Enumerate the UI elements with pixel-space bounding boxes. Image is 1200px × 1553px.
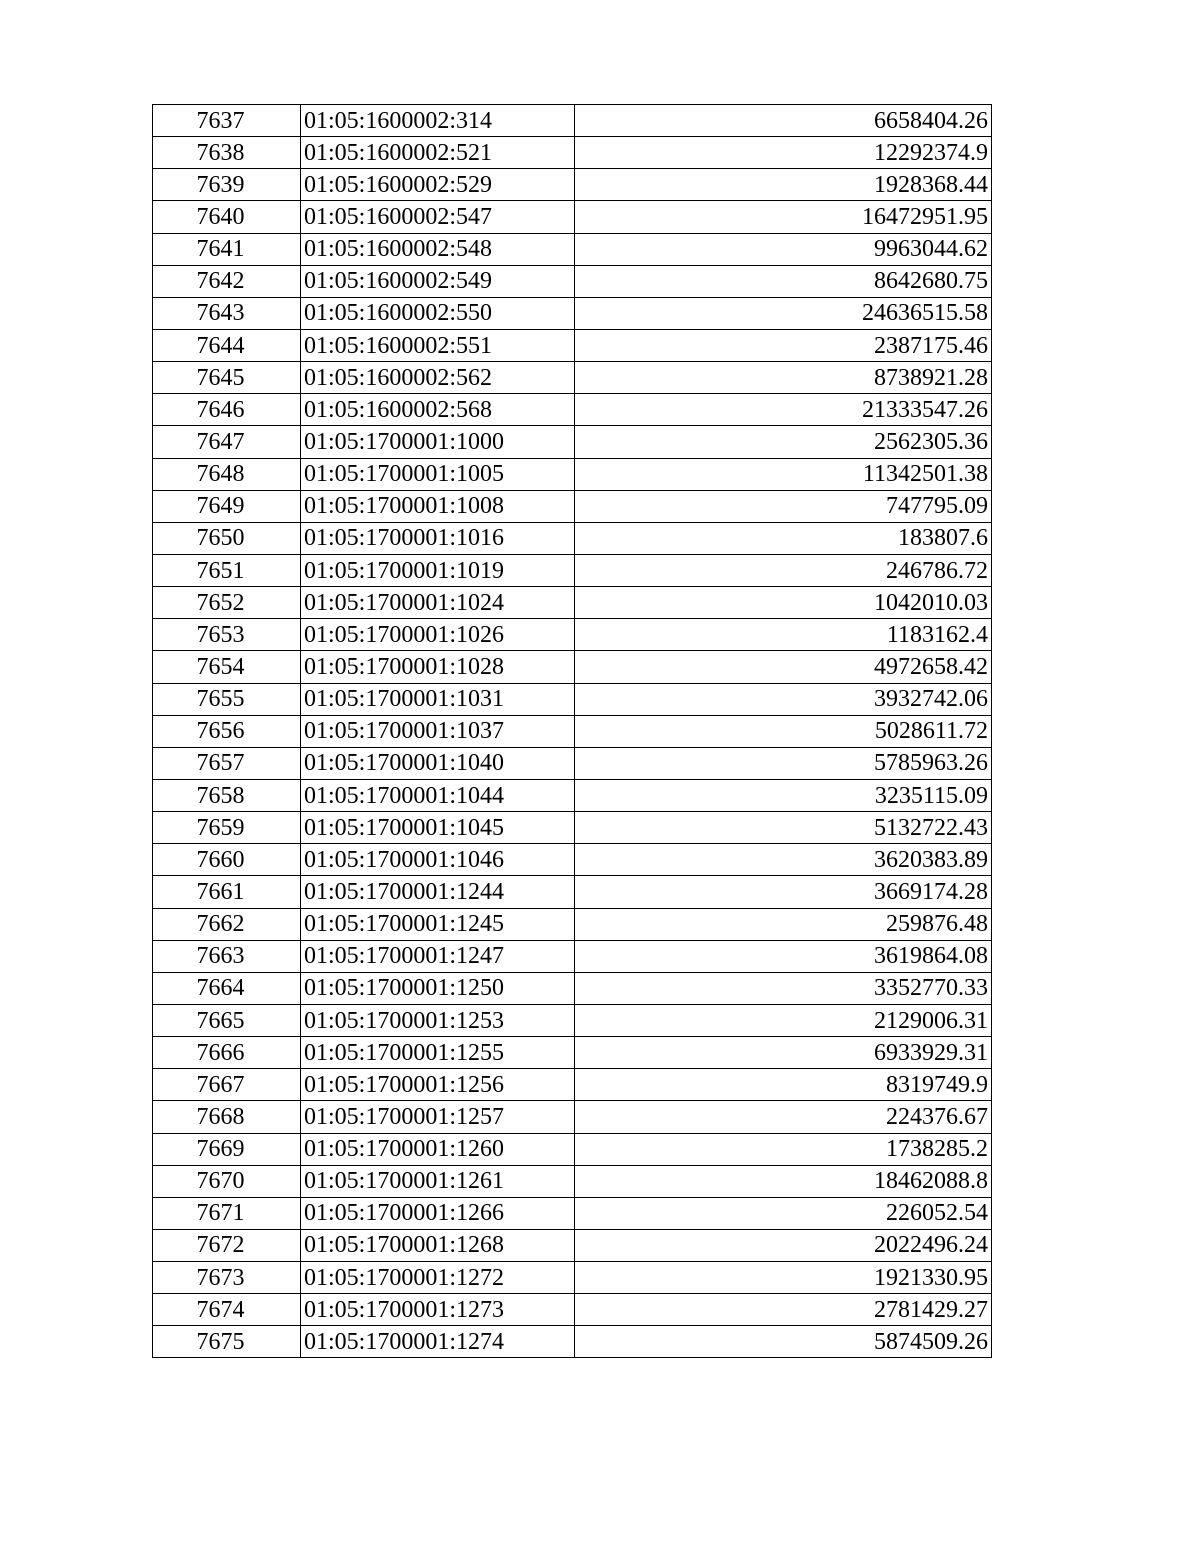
table-row (153, 908, 992, 940)
table-row (153, 329, 992, 361)
amount-cell: 8738921.28 (575, 362, 992, 394)
amount-cell: 1928368.44 (575, 169, 992, 201)
row-number-cell: 7649 (153, 490, 301, 522)
row-number-cell: 7646 (153, 394, 301, 426)
table-row (153, 1101, 992, 1133)
amount-cell: 9963044.62 (575, 233, 992, 265)
row-number-cell: 7668 (153, 1101, 301, 1133)
table-row (153, 1326, 992, 1358)
table-row (153, 651, 992, 683)
table-row (153, 876, 992, 908)
row-number-cell: 7641 (153, 233, 301, 265)
amount-cell: 2387175.46 (575, 329, 992, 361)
cadastral-number-cell: 01:05:1700001:1273 (301, 1294, 575, 1326)
table-row (153, 201, 992, 233)
table-row (153, 105, 992, 137)
data-table (152, 104, 992, 1358)
cadastral-number-cell: 01:05:1700001:1024 (301, 587, 575, 619)
table-row (153, 715, 992, 747)
row-number-cell: 7648 (153, 458, 301, 490)
cadastral-number-cell: 01:05:1700001:1016 (301, 522, 575, 554)
table-row (153, 1133, 992, 1165)
table-row (153, 619, 992, 651)
amount-cell: 21333547.26 (575, 394, 992, 426)
cadastral-number-cell: 01:05:1700001:1256 (301, 1069, 575, 1101)
amount-cell: 11342501.38 (575, 458, 992, 490)
amount-cell: 3619864.08 (575, 940, 992, 972)
table-row (153, 169, 992, 201)
row-number-cell: 7656 (153, 715, 301, 747)
amount-cell: 3352770.33 (575, 972, 992, 1004)
table-row (153, 458, 992, 490)
row-number-cell: 7655 (153, 683, 301, 715)
table-row (153, 137, 992, 169)
row-number-cell: 7643 (153, 297, 301, 329)
row-number-cell: 7654 (153, 651, 301, 683)
amount-cell: 4972658.42 (575, 651, 992, 683)
table-body (153, 105, 992, 1358)
amount-cell: 24636515.58 (575, 297, 992, 329)
cadastral-number-cell: 01:05:1700001:1247 (301, 940, 575, 972)
cadastral-number-cell: 01:05:1700001:1000 (301, 426, 575, 458)
row-number-cell: 7672 (153, 1229, 301, 1261)
row-number-cell: 7652 (153, 587, 301, 619)
cadastral-number-cell: 01:05:1600002:549 (301, 265, 575, 297)
amount-cell: 1921330.95 (575, 1262, 992, 1294)
cadastral-number-cell: 01:05:1700001:1255 (301, 1037, 575, 1069)
amount-cell: 5874509.26 (575, 1326, 992, 1358)
cadastral-number-cell: 01:05:1700001:1257 (301, 1101, 575, 1133)
cadastral-number-cell: 01:05:1700001:1044 (301, 779, 575, 811)
table-row (153, 233, 992, 265)
table-row (153, 426, 992, 458)
cadastral-number-cell: 01:05:1700001:1045 (301, 812, 575, 844)
row-number-cell: 7670 (153, 1165, 301, 1197)
cadastral-number-cell: 01:05:1700001:1245 (301, 908, 575, 940)
row-number-cell: 7661 (153, 876, 301, 908)
row-number-cell: 7674 (153, 1294, 301, 1326)
amount-cell: 16472951.95 (575, 201, 992, 233)
amount-cell: 224376.67 (575, 1101, 992, 1133)
row-number-cell: 7637 (153, 105, 301, 137)
table-row (153, 812, 992, 844)
cadastral-number-cell: 01:05:1700001:1244 (301, 876, 575, 908)
row-number-cell: 7659 (153, 812, 301, 844)
amount-cell: 1042010.03 (575, 587, 992, 619)
cadastral-number-cell: 01:05:1700001:1266 (301, 1197, 575, 1229)
cadastral-number-cell: 01:05:1700001:1028 (301, 651, 575, 683)
amount-cell: 1738285.2 (575, 1133, 992, 1165)
amount-cell: 2129006.31 (575, 1004, 992, 1036)
amount-cell: 5132722.43 (575, 812, 992, 844)
amount-cell: 183807.6 (575, 522, 992, 554)
row-number-cell: 7666 (153, 1037, 301, 1069)
amount-cell: 3669174.28 (575, 876, 992, 908)
row-number-cell: 7667 (153, 1069, 301, 1101)
row-number-cell: 7647 (153, 426, 301, 458)
table-row (153, 297, 992, 329)
cadastral-number-cell: 01:05:1700001:1261 (301, 1165, 575, 1197)
cadastral-number-cell: 01:05:1700001:1008 (301, 490, 575, 522)
amount-cell: 12292374.9 (575, 137, 992, 169)
row-number-cell: 7658 (153, 779, 301, 811)
amount-cell: 6933929.31 (575, 1037, 992, 1069)
table-row (153, 554, 992, 586)
row-number-cell: 7663 (153, 940, 301, 972)
table-row (153, 1197, 992, 1229)
row-number-cell: 7644 (153, 329, 301, 361)
table-row (153, 1165, 992, 1197)
row-number-cell: 7673 (153, 1262, 301, 1294)
cadastral-number-cell: 01:05:1600002:568 (301, 394, 575, 426)
amount-cell: 2022496.24 (575, 1229, 992, 1261)
cadastral-number-cell: 01:05:1600002:562 (301, 362, 575, 394)
table-row (153, 394, 992, 426)
cadastral-number-cell: 01:05:1700001:1268 (301, 1229, 575, 1261)
amount-cell: 5028611.72 (575, 715, 992, 747)
table-row (153, 940, 992, 972)
cadastral-number-cell: 01:05:1700001:1037 (301, 715, 575, 747)
cadastral-number-cell: 01:05:1600002:551 (301, 329, 575, 361)
table-row (153, 1262, 992, 1294)
cadastral-number-cell: 01:05:1700001:1272 (301, 1262, 575, 1294)
amount-cell: 8319749.9 (575, 1069, 992, 1101)
cadastral-number-cell: 01:05:1700001:1031 (301, 683, 575, 715)
row-number-cell: 7645 (153, 362, 301, 394)
row-number-cell: 7640 (153, 201, 301, 233)
table-row (153, 362, 992, 394)
row-number-cell: 7650 (153, 522, 301, 554)
row-number-cell: 7642 (153, 265, 301, 297)
table-row (153, 1069, 992, 1101)
cadastral-number-cell: 01:05:1700001:1019 (301, 554, 575, 586)
amount-cell: 2781429.27 (575, 1294, 992, 1326)
row-number-cell: 7669 (153, 1133, 301, 1165)
amount-cell: 18462088.8 (575, 1165, 992, 1197)
cadastral-number-cell: 01:05:1600002:521 (301, 137, 575, 169)
amount-cell: 3620383.89 (575, 844, 992, 876)
row-number-cell: 7662 (153, 908, 301, 940)
table-row (153, 522, 992, 554)
row-number-cell: 7671 (153, 1197, 301, 1229)
cadastral-number-cell: 01:05:1600002:550 (301, 297, 575, 329)
table-row (153, 265, 992, 297)
amount-cell: 3235115.09 (575, 779, 992, 811)
row-number-cell: 7651 (153, 554, 301, 586)
row-number-cell: 7657 (153, 747, 301, 779)
amount-cell: 747795.09 (575, 490, 992, 522)
cadastral-number-cell: 01:05:1700001:1250 (301, 972, 575, 1004)
table-row (153, 1037, 992, 1069)
amount-cell: 2562305.36 (575, 426, 992, 458)
amount-cell: 259876.48 (575, 908, 992, 940)
table-row (153, 490, 992, 522)
cadastral-number-cell: 01:05:1600002:314 (301, 105, 575, 137)
amount-cell: 3932742.06 (575, 683, 992, 715)
table-row (153, 779, 992, 811)
table-row (153, 587, 992, 619)
cadastral-number-cell: 01:05:1600002:547 (301, 201, 575, 233)
row-number-cell: 7675 (153, 1326, 301, 1358)
row-number-cell: 7664 (153, 972, 301, 1004)
row-number-cell: 7665 (153, 1004, 301, 1036)
cadastral-number-cell: 01:05:1700001:1040 (301, 747, 575, 779)
cadastral-number-cell: 01:05:1700001:1253 (301, 1004, 575, 1036)
table-row (153, 972, 992, 1004)
amount-cell: 6658404.26 (575, 105, 992, 137)
cadastral-number-cell: 01:05:1700001:1260 (301, 1133, 575, 1165)
row-number-cell: 7638 (153, 137, 301, 169)
row-number-cell: 7653 (153, 619, 301, 651)
cadastral-number-cell: 01:05:1700001:1046 (301, 844, 575, 876)
cadastral-number-cell: 01:05:1700001:1005 (301, 458, 575, 490)
cadastral-number-cell: 01:05:1600002:529 (301, 169, 575, 201)
table-row (153, 1004, 992, 1036)
cadastral-number-cell: 01:05:1700001:1274 (301, 1326, 575, 1358)
row-number-cell: 7660 (153, 844, 301, 876)
table-row (153, 747, 992, 779)
cadastral-number-cell: 01:05:1600002:548 (301, 233, 575, 265)
amount-cell: 246786.72 (575, 554, 992, 586)
amount-cell: 8642680.75 (575, 265, 992, 297)
amount-cell: 5785963.26 (575, 747, 992, 779)
amount-cell: 1183162.4 (575, 619, 992, 651)
row-number-cell: 7639 (153, 169, 301, 201)
table-row (153, 683, 992, 715)
table-row (153, 1294, 992, 1326)
cadastral-number-cell: 01:05:1700001:1026 (301, 619, 575, 651)
table-row (153, 1229, 992, 1261)
amount-cell: 226052.54 (575, 1197, 992, 1229)
table-row (153, 844, 992, 876)
